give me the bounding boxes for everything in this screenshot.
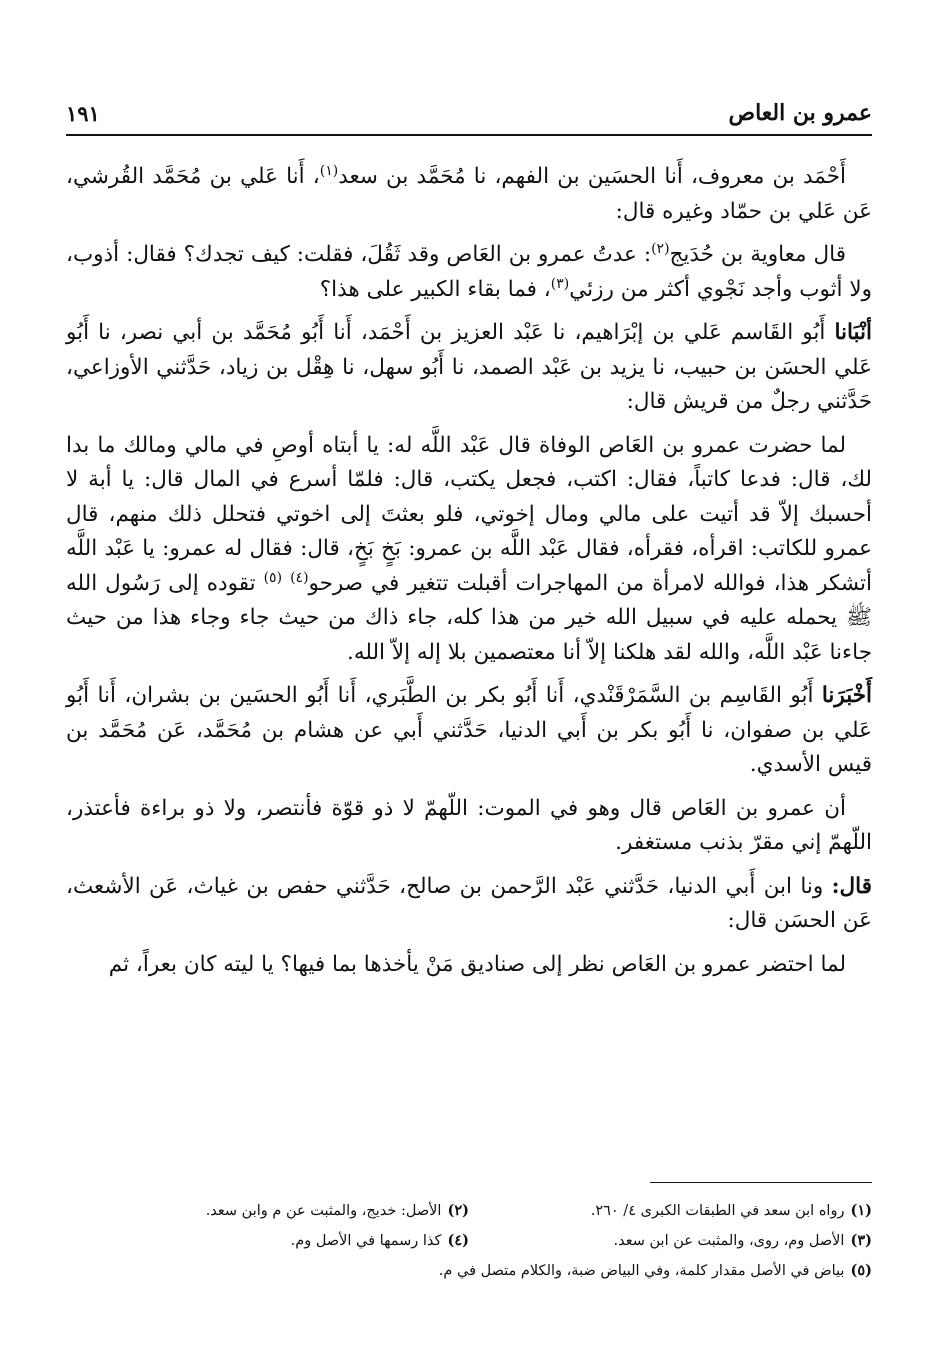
text-run: قال معاوية بن حُدَيج: [669, 242, 846, 267]
paragraph: [66, 870, 872, 939]
isnad-lead-word: أَخْبَرَنا: [821, 683, 872, 708]
paragraph: [66, 160, 872, 229]
running-title: عمرو بن العاص: [728, 100, 872, 126]
footnote-2: [66, 1196, 469, 1226]
page-number: ١٩١: [66, 100, 100, 126]
footnote-4: [66, 1226, 469, 1256]
text-run: أن عمرو بن العَاص قال وهو في الموت: اللّهمّ لا ذو قوّة فأنتصر، ولا ذو براءة فأعتذر، اللّهمّ إني مقرّ بذنب مستغفر.: [66, 795, 872, 855]
footnote-ref: (٢): [651, 240, 670, 257]
footnote-number: (٢): [447, 1202, 469, 1219]
footnote-text: الأصل وم، روى، والمثبت عن ابن سعد.: [613, 1233, 845, 1249]
running-head: [66, 96, 872, 130]
footnote-ref: (٥): [263, 569, 283, 586]
text-run: أَحْمَد بن معروف، أَنا الحسَين بن الفهم، نا مُحَمَّد بن سعد: [338, 164, 846, 189]
text-run: أَبُو القَاسم عَلي بن إبْرَاهيم، نا عَبْد العزيز بن أَحْمَد، أَنا أَبُو مُحَمَّد بن أبي نصر، نا أَبُو عَلي الحسَن بن حبيب، نا يزيد بن عَبْد الصمد، نا أَبُو سهل، نا هِقْل بن زياد، حَدَّثني الأوزاعي، حَدَّثني رجلٌ من قريش قال:: [66, 320, 872, 414]
text-run: : عدتُ عمرو بن العَاص وقد ثَقُلَ، فقلت: كيف تجدك؟ فقال: أذوب، ولا أثوب وأجد نَجْوي أكثر من رزئي: [66, 242, 872, 302]
text-run: ، فما بقاء الكبير على هذا؟: [319, 276, 551, 302]
footnote-3: [469, 1226, 872, 1256]
footnote-ref: (٣): [550, 275, 570, 292]
paragraph: [66, 238, 872, 307]
text-run: أَبُو القَاسِم بن السَّمَرْقَنْدي، أَنا أَبُو بكر بن الطَّبَري، أَنا أَبُو الحسَين بن بشران، أَنا أَبُو عَلي بن صفوان، نا أَبُو بكر بن أَبي الدنيا، حَدَّثني أَبي عن هشام بن مُحَمَّد، عَن مُحَمَّد بن قيس الأسدي.: [66, 683, 872, 777]
footnote-text: كذا رسمها في الأصل وم.: [290, 1233, 442, 1249]
paragraph: [66, 679, 872, 783]
paragraph: [66, 429, 872, 671]
header-rule: [66, 134, 872, 136]
text-run: [282, 571, 290, 596]
paragraph: [66, 792, 872, 861]
body-text: [66, 160, 872, 991]
text-run: تقوده إلى رَسُول الله ﷺ يحمله عليه في سبيل الله خير من هذا كله، جاء ذاك من حيث جاء وجاء هذا من حيث جاءنا عَبْد اللَّه، والله لقد هلكنا إلاّ أنا معتصمين بلا إله إلاّ الله.: [66, 570, 872, 665]
paragraph: [66, 948, 872, 983]
footnote-ref: (١): [319, 162, 339, 179]
text-run: ، أَنا عَلي بن مُحَمَّد القُرشي، عَن عَلي بن حمّاد وغيره قال:: [66, 164, 872, 224]
isnad-lead-word: قال:: [831, 873, 872, 899]
text-run: لما احتضر عمرو بن العَاص نظر إلى صناديق مَنْ يأخذها بما فيها؟ يا ليته كان بعراً، ثم: [108, 951, 846, 977]
footnote-row: [66, 1226, 872, 1256]
footnote-number: (١): [850, 1202, 872, 1219]
footnotes: [66, 1196, 872, 1286]
footnote-number: (٣): [850, 1232, 872, 1249]
footnote-number: (٤): [447, 1232, 469, 1249]
text-run: لما حضرت عمرو بن العَاص الوفاة قال عَبْد اللَّه له: يا أبتاه أوصِ في مالي ومالك ما بدا لك، قال: فدعا كاتباً، فقال: اكتب، فجعل يكتب، قال: فلمّا أسرع في المال قال: يا أبة لا أحسبك إلاّ قد أتيت على مالي ومال إخوتي، فلو بعثتَ إلى اخوتي فتحلل ذلك منهم، قال عمرو للكاتب: اقرأه، فقرأه، فقال عَبْد اللَّه بن عمرو: بَخٍ بَخٍ، قال: فقال له عمرو: يا عَبْد اللَّه أتشكر هذا، فوالله لامرأة من المهاجرات أقبلت تتغير في صرحو: [66, 432, 872, 596]
paragraph: [66, 316, 872, 420]
footnote-1: [469, 1196, 872, 1226]
isnad-lead-word: أنْبَانا: [834, 320, 872, 345]
footnote-text: الأصل: خديج، والمثبت عن م وابن سعد.: [205, 1203, 442, 1219]
footnote-text: بياض في الأصل مقدار كلمة، وفي البياض ضبة، والكلام متصل في م.: [438, 1263, 845, 1279]
footnote-row: [66, 1196, 872, 1226]
footnote-5: [66, 1256, 872, 1286]
footnote-text: رواه ابن سعد في الطبقات الكبرى ٤/ ٢٦٠.: [590, 1203, 845, 1219]
text-run: ونا ابن أَبي الدنيا، حَدَّثني عَبْد الرَّحمن بن صالح، حَدَّثني حفص بن غياث، عَن الأشعث، عَن الحسَن قال:: [66, 873, 872, 933]
footnote-row: [66, 1256, 872, 1286]
footnote-rule: [650, 1182, 872, 1183]
footnote-number: (٥): [850, 1262, 872, 1279]
footnote-ref: (٤): [290, 569, 309, 586]
